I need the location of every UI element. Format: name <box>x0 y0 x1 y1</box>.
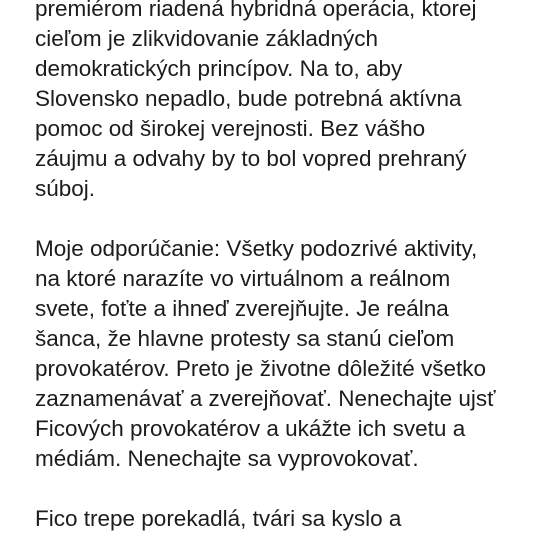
post-text-line: zaznamenávať a zverejňovať. Nenechajte ujsť <box>35 386 496 411</box>
post-paragraph-2 <box>35 234 550 474</box>
post-text-line: médiám. Nenechajte sa vyprovokovať. <box>35 446 419 471</box>
post-paragraph-1 <box>35 0 550 204</box>
paragraph-spacer <box>35 474 550 504</box>
post-text-line: Slovensko nepadlo, bude potrebná aktívna <box>35 86 462 111</box>
post-text-line: cieľom je zlikvidovanie základných <box>35 26 378 51</box>
post-text-line: provokatérov. Preto je životne dôležité všetko <box>35 356 487 381</box>
post-text-line: súboj. <box>35 176 96 201</box>
post-body <box>35 0 550 534</box>
post-text-line: Fico trepe porekadlá, tvári sa kyslo a <box>35 506 402 531</box>
post-paragraph-3 <box>35 504 550 534</box>
post-text-line: svete, foťte a ihneď zverejňujte. Je reálna <box>35 296 449 321</box>
post-text-line: na ktoré narazíte vo virtuálnom a reálnom <box>35 266 451 291</box>
post-text-line: pomoc od širokej verejnosti. Bez vášho <box>35 116 426 141</box>
post-text-line: premiérom riadená hybridná operácia, ktorej <box>35 0 477 21</box>
post-text-line: demokratických princípov. Na to, aby <box>35 56 403 81</box>
post-text-line: Moje odporúčanie: Všetky podozrivé aktivity, <box>35 236 478 261</box>
post-text-line: záujmu a odvahy by to bol vopred prehraný <box>35 146 467 171</box>
post-text-line: Ficových provokatérov a ukážte ich svetu a <box>35 416 466 441</box>
paragraph-spacer <box>35 204 550 234</box>
post-text-line: šanca, že hlavne protesty sa stanú cieľom <box>35 326 455 351</box>
